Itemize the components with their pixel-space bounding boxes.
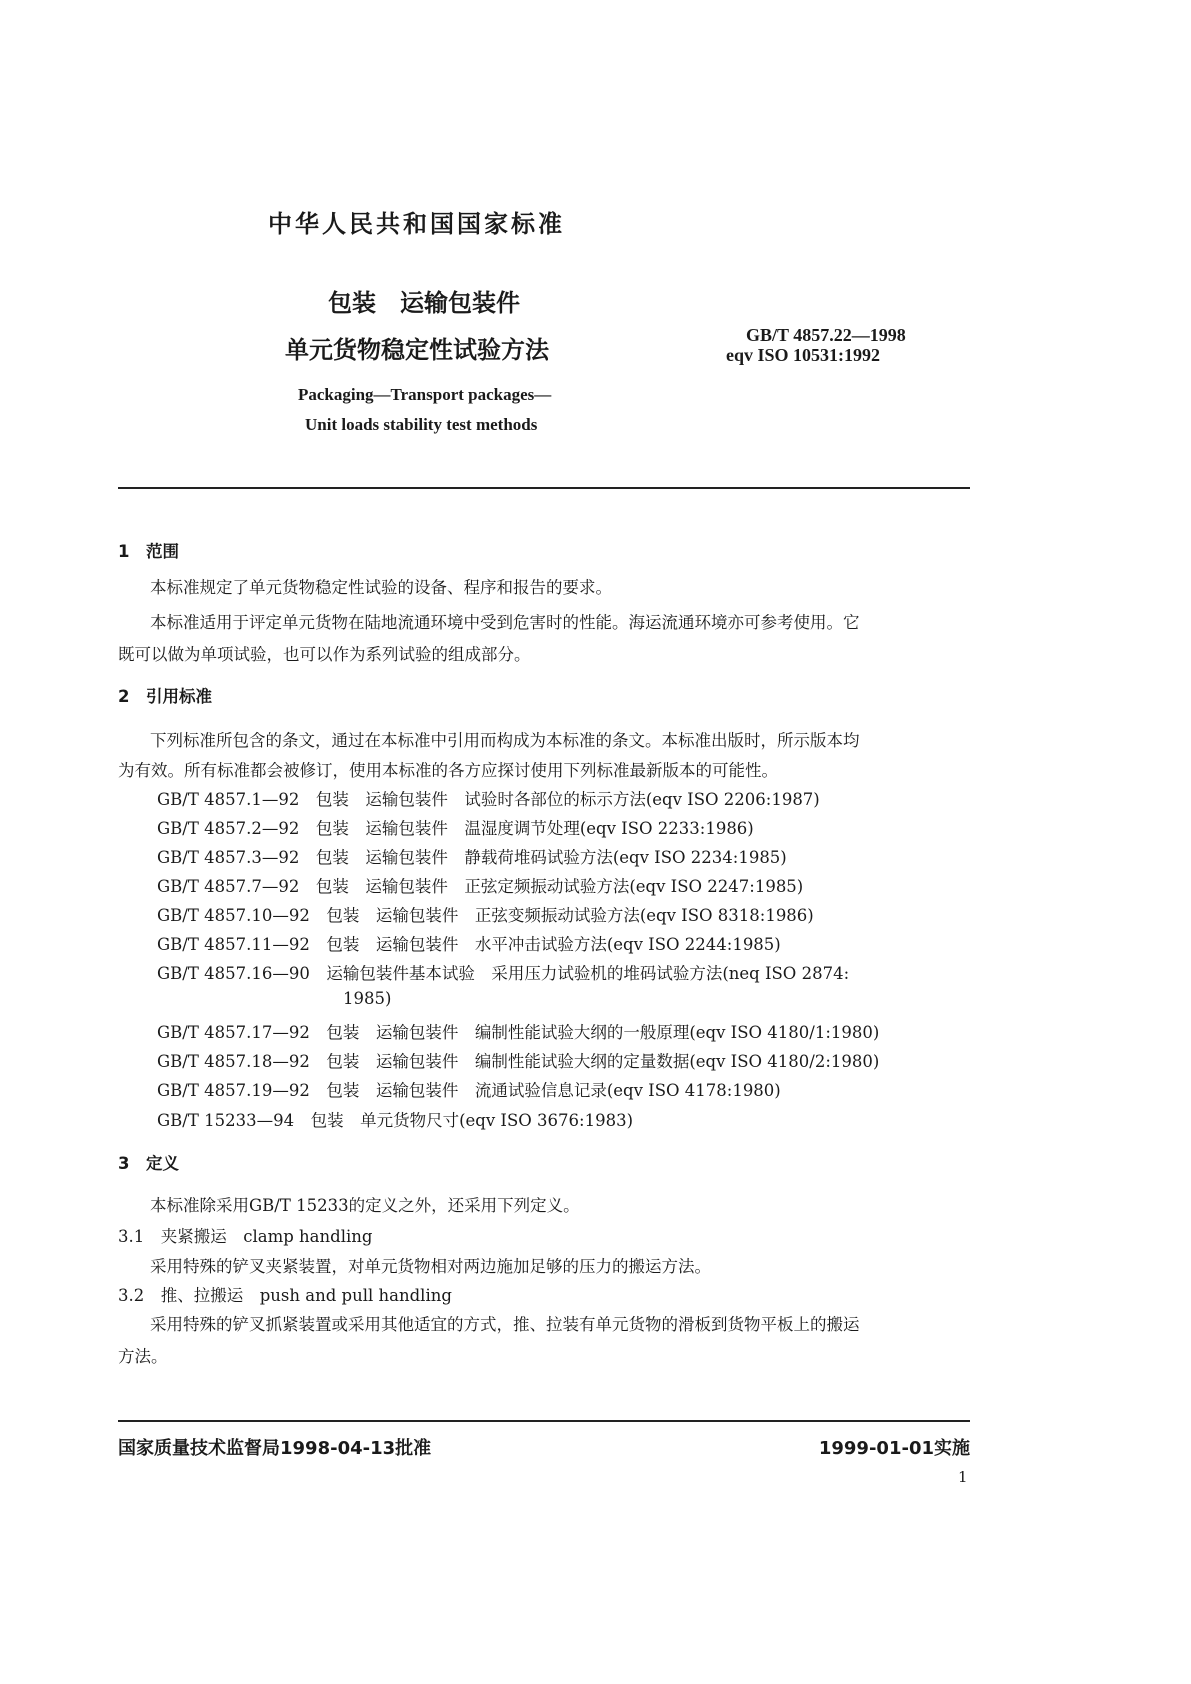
title-cn-line2: 单元货物稳定性试验方法 [285, 336, 549, 364]
page-number: 1 [958, 1468, 968, 1486]
reference-item: GB/T 4857.11—92 包装 运输包装件 水平冲击试验方法(eqv ISO 2244:1985) [157, 935, 781, 954]
title-en-line2: Unit loads stability test methods [305, 415, 538, 434]
reference-item: GB/T 15233—94 包装 单元货物尺寸(eqv ISO 3676:1983) [157, 1111, 634, 1130]
definition-text: 采用特殊的铲叉抓紧装置或采用其他适宜的方式，推、拉装有单元货物的滑板到货物平板上的搬运 [150, 1315, 860, 1334]
paragraph: 本标准适用于评定单元货物在陆地流通环境中受到危害时的性能。海运流通环境亦可参考使用。它 [150, 613, 860, 632]
paragraph: 本标准规定了单元货物稳定性试验的设备、程序和报告的要求。 [150, 578, 612, 597]
reference-item: GB/T 4857.3—92 包装 运输包装件 静载荷堆码试验方法(eqv ISO 2234:1985) [157, 848, 787, 867]
paragraph: 下列标准所包含的条文，通过在本标准中引用而构成为本标准的条文。本标准出版时，所示版本均 [150, 731, 860, 750]
paragraph: 为有效。所有标准都会被修订，使用本标准的各方应探讨使用下列标准最新版本的可能性。 [118, 761, 778, 780]
reference-item: GB/T 4857.16—90 运输包装件基本试验 采用压力试验机的堆码试验方法(neq ISO 2874: [157, 964, 850, 983]
reference-item: GB/T 4857.17—92 包装 运输包装件 编制性能试验大纲的一般原理(eqv ISO 4180/1:1980) [157, 1023, 880, 1042]
reference-item: GB/T 4857.2—92 包装 运输包装件 温湿度调节处理(eqv ISO 2233:1986) [157, 819, 754, 838]
approval-line: 国家质量技术监督局1998-04-13批准 [118, 1438, 432, 1459]
reference-item: GB/T 4857.19—92 包装 运输包装件 流通试验信息记录(eqv ISO 4178:1980) [157, 1081, 781, 1100]
reference-item: GB/T 4857.10—92 包装 运输包装件 正弦变频振动试验方法(eqv ISO 8318:1986) [157, 906, 814, 925]
effective-date: 1999-01-01实施 [818, 1438, 970, 1459]
title-cn-line1: 包装 运输包装件 [328, 289, 520, 317]
equivalent-iso-code: eqv ISO 10531:1992 [726, 345, 881, 365]
definition-title: 3.1 夹紧搬运 clamp handling [118, 1227, 373, 1246]
definition-text: 方法。 [118, 1347, 168, 1366]
reference-item: GB/T 4857.7—92 包装 运输包装件 正弦定频振动试验方法(eqv ISO 2247:1985) [157, 877, 804, 896]
paragraph: 既可以做为单项试验，也可以作为系列试验的组成部分。 [118, 645, 531, 664]
footer-divider [118, 1420, 970, 1422]
section-3-heading: 3 定义 [118, 1154, 179, 1173]
title-en-line1: Packaging—Transport packages— [298, 385, 552, 404]
definition-text: 采用特殊的铲叉夹紧装置，对单元货物相对两边施加足够的压力的搬运方法。 [150, 1257, 711, 1276]
national-standard-header: 中华人民共和国国家标准 [268, 210, 565, 238]
standard-code: GB/T 4857.22—1998 [746, 325, 906, 345]
definition-title: 3.2 推、拉搬运 push and pull handling [118, 1286, 452, 1305]
section-1-heading: 1 范围 [118, 542, 179, 561]
reference-item: GB/T 4857.18—92 包装 运输包装件 编制性能试验大纲的定量数据(eqv ISO 4180/2:1980) [157, 1052, 880, 1071]
paragraph: 本标准除采用GB/T 15233的定义之外，还采用下列定义。 [150, 1196, 580, 1215]
reference-item-continuation: 1985) [343, 989, 392, 1008]
section-2-heading: 2 引用标准 [118, 687, 212, 706]
reference-item: GB/T 4857.1—92 包装 运输包装件 试验时各部位的标示方法(eqv ISO 2206:1987) [157, 790, 820, 809]
header-divider [118, 487, 970, 489]
